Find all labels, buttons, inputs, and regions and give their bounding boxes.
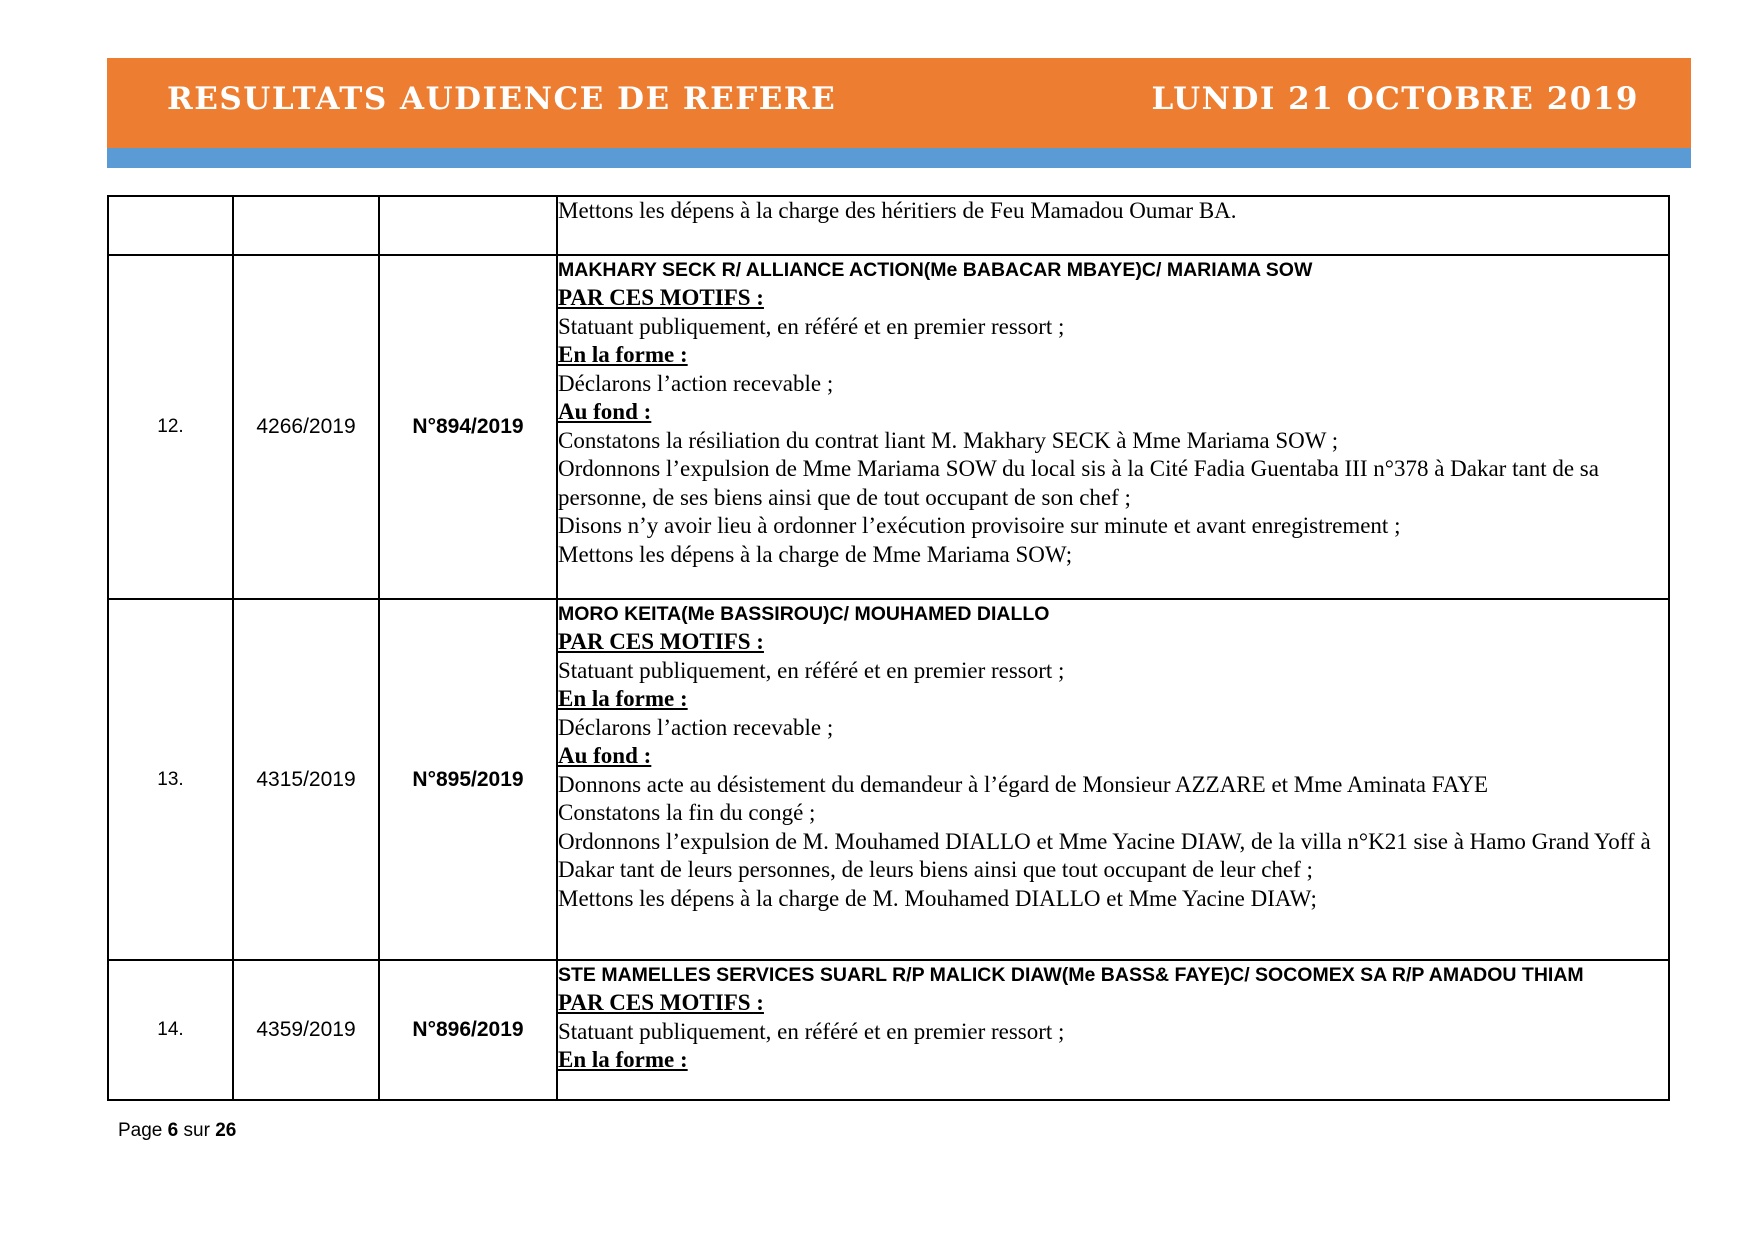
page-footer: [118, 1120, 236, 1142]
section-heading: Au fond :: [558, 399, 652, 424]
results-table-body: [108, 196, 1669, 1100]
section-heading: PAR CES MOTIFS :: [558, 629, 764, 654]
role-number: [233, 196, 379, 255]
case-parties: MAKHARY SECK R/ ALLIANCE ACTION(Me BABACAR MBAYE)C/ MARIAMA SOW: [558, 259, 1313, 281]
decision-line: Mettons les dépens à la charge de M. Mouhamed DIALLO et Mme Yacine DIAW;: [558, 885, 1317, 911]
row-number: 14.: [108, 960, 233, 1100]
section-heading: PAR CES MOTIFS :: [558, 990, 764, 1015]
role-number: 4359/2019: [233, 960, 379, 1100]
decision-cell: [557, 599, 1669, 960]
footer-separator: sur: [178, 1120, 216, 1141]
ordonnance-number: N°894/2019: [379, 255, 557, 599]
footer-total-pages: 26: [215, 1120, 237, 1141]
role-number: 4315/2019: [233, 599, 379, 960]
decision-line: Statuant publiquement, en référé et en premier ressort ;: [558, 1018, 1065, 1044]
section-heading: En la forme :: [558, 1047, 688, 1072]
decision-line: Disons n’y avoir lieu à ordonner l’exécution provisoire sur minute et avant enregistrement ;: [558, 513, 1401, 538]
decision-cell: [557, 255, 1669, 599]
table-row: [108, 960, 1669, 1100]
results-table: [107, 195, 1670, 1101]
ordonnance-number: N°895/2019: [379, 599, 557, 960]
decision-line: Statuant publiquement, en référé et en premier ressort ;: [558, 313, 1065, 339]
decision-line: Mettons les dépens à la charge de Mme Mariama SOW;: [558, 541, 1073, 567]
ordonnance-number: N°896/2019: [379, 960, 557, 1100]
decision-line: Ordonnons l’expulsion de M. Mouhamed DIALLO et Mme Yacine DIAW, de la villa n°K21 sise à Hamo Grand Yoff à Dakar tant de leurs personnes, de leurs biens ainsi que tout occupant de leur chef ;: [558, 828, 1651, 882]
section-heading: Au fond :: [558, 743, 652, 768]
table-row: [108, 255, 1669, 599]
row-number: 13.: [108, 599, 233, 960]
table-row: [108, 599, 1669, 960]
section-heading: PAR CES MOTIFS :: [558, 285, 764, 310]
case-parties: STE MAMELLES SERVICES SUARL R/P MALICK DIAW(Me BASS& FAYE)C/ SOCOMEX SA R/P AMADOU THIAM: [558, 964, 1584, 986]
hearing-date: LUNDI 21 OCTOBRE 2019: [1151, 81, 1639, 117]
page-title: RESULTATS AUDIENCE DE REFERE: [167, 81, 837, 117]
decision-line: Déclarons l’action recevable ;: [558, 714, 834, 740]
decision-cell: [557, 960, 1669, 1100]
footer-prefix: Page: [118, 1120, 168, 1141]
decision-line: Mettons les dépens à la charge des héritiers de Feu Mamadou Oumar BA.: [558, 198, 1237, 223]
decision-line: Constatons la résiliation du contrat liant M. Makhary SECK à Mme Mariama SOW ;: [558, 427, 1339, 453]
header-band: [107, 58, 1691, 148]
decision-line: Déclarons l’action recevable ;: [558, 370, 834, 396]
header-stripe: [107, 148, 1691, 168]
footer-current-page: 6: [167, 1120, 179, 1141]
decision-cell: [557, 196, 1669, 255]
row-number: 12.: [108, 255, 233, 599]
ordonnance-number: [379, 196, 557, 255]
role-number: 4266/2019: [233, 255, 379, 599]
table-row: [108, 196, 1669, 255]
section-heading: En la forme :: [558, 686, 688, 711]
case-parties: MORO KEITA(Me BASSIROU)C/ MOUHAMED DIALLO: [558, 603, 1050, 625]
decision-line: Ordonnons l’expulsion de Mme Mariama SOW du local sis à la Cité Fadia Guentaba III n°378 à Dakar tant de sa personne, de ses biens ainsi que de tout occupant de son chef ;: [558, 456, 1599, 510]
section-heading: En la forme :: [558, 342, 688, 367]
decision-line: Donnons acte au désistement du demandeur à l’égard de Monsieur AZZARE et Mme Aminata FAYE: [558, 771, 1489, 797]
decision-line: Statuant publiquement, en référé et en premier ressort ;: [558, 657, 1065, 683]
row-number: [108, 196, 233, 255]
decision-line: Constatons la fin du congé ;: [558, 800, 816, 825]
